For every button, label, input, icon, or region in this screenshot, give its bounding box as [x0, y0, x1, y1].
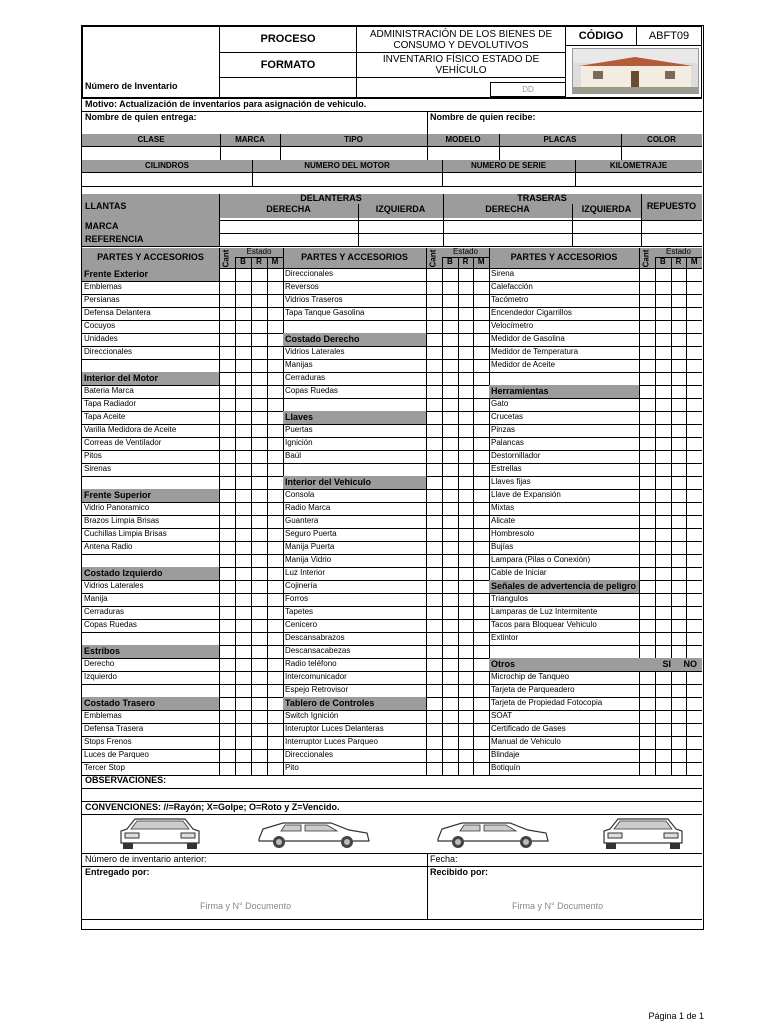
- rule: [442, 268, 443, 775]
- rule: [82, 294, 702, 295]
- estado-r-1: R: [462, 257, 469, 266]
- part-item: Tapa Tanque Gasolina: [285, 308, 365, 317]
- llanta-side-1: IZQUIERDA: [375, 204, 426, 214]
- part-item: Llave de Expansión: [491, 490, 561, 499]
- rule: [82, 619, 702, 620]
- rule: [655, 257, 702, 258]
- part-item: Correas de Ventilador: [84, 438, 162, 447]
- part-item: Cuchillas Limpia Brisas: [84, 529, 167, 538]
- rule: [82, 710, 702, 711]
- building-photo: [572, 48, 699, 94]
- formato-label: FORMATO: [219, 52, 357, 78]
- part-item: Alicate: [491, 516, 516, 525]
- car-side-view-right: [418, 817, 566, 851]
- part-item: Hombresolo: [491, 529, 535, 538]
- rule: [82, 146, 702, 147]
- part-item: Intercomunicador: [285, 672, 347, 681]
- part-item: Cable de Iniciar: [491, 568, 547, 577]
- part-item: Luz Interior: [285, 568, 326, 577]
- cant-label-1: Cant: [428, 249, 438, 268]
- rule: [427, 134, 428, 160]
- section-1-16: Interior del Vehiculo: [283, 476, 426, 489]
- llantas-label: LLANTAS: [85, 201, 127, 211]
- estado-label-2: Estado: [666, 247, 691, 256]
- part-item: Sirenas: [84, 464, 112, 473]
- part-item: Manijas: [285, 360, 313, 369]
- llantas-referencia-label: REFERENCIA: [85, 234, 144, 244]
- vehicle-col2-1: NUMERO DEL MOTOR: [304, 161, 390, 170]
- part-item: Manija: [84, 594, 108, 603]
- part-item: Vidrios Laterales: [285, 347, 345, 356]
- proceso-label: PROCESO: [219, 26, 357, 53]
- estado-b-0: B: [240, 257, 246, 266]
- part-item: Calefacción: [491, 282, 533, 291]
- part-item: Interuptor Luces Delanteras: [285, 724, 384, 733]
- part-item: Interruptor Luces Parqueo: [285, 737, 378, 746]
- part-item: Sirena: [491, 269, 515, 278]
- part-item: Extintor: [491, 633, 519, 642]
- rule: [283, 248, 284, 775]
- rule: [82, 450, 702, 451]
- vehicle-col2-2: NUMERO DE SERIE: [470, 161, 547, 170]
- rule: [280, 134, 281, 160]
- rule: [639, 268, 640, 775]
- page-number: Página 1 de 1: [648, 1011, 704, 1021]
- motivo-label: Motivo: Actualización de inventarios para asignación de vehiculo.: [85, 99, 367, 109]
- rule: [82, 307, 702, 308]
- rule: [82, 788, 702, 789]
- part-item: Medidor de Gasolina: [491, 334, 565, 343]
- section-2-24: Señales de advertencia de peligro: [489, 580, 639, 593]
- part-item: Defensa Delantera: [84, 308, 151, 317]
- rule: [252, 160, 253, 186]
- section-1-11: Llaves: [283, 411, 426, 424]
- rule: [427, 853, 428, 919]
- part-item: Luces de Parqueo: [84, 750, 149, 759]
- dd-box: DD: [490, 82, 566, 97]
- llanta-side-0: DERECHA: [266, 204, 311, 214]
- estado-r-0: R: [256, 257, 262, 266]
- recibido-label: Recibido por:: [430, 867, 488, 877]
- vehicle-col-tipo: TIPO: [344, 135, 363, 144]
- part-item: Lampara (Pilas o Conexión): [491, 555, 591, 564]
- rule: [82, 775, 702, 776]
- rule: [358, 204, 359, 246]
- rule: [82, 919, 702, 920]
- entregado-label: Entregado por:: [85, 867, 150, 877]
- part-item: Cocuyos: [84, 321, 116, 330]
- rule: [267, 268, 268, 775]
- rule: [427, 111, 428, 135]
- proceso-value: ADMINISTRACIÓN DE LOS BIENES DE CONSUMO Y DEVOLUTIVOS: [356, 26, 566, 53]
- car-front-view: [112, 815, 208, 851]
- part-item: Radio Marca: [285, 503, 331, 512]
- rule: [686, 257, 687, 268]
- vehicle-col-modelo: MODELO: [445, 135, 481, 144]
- part-item: Destornillador: [491, 451, 541, 460]
- rule: [458, 257, 459, 268]
- rule: [639, 248, 640, 268]
- part-item: Triangulos: [491, 594, 529, 603]
- part-item: Pinzas: [491, 425, 516, 434]
- rule: [82, 671, 702, 672]
- part-item: Direccionales: [84, 347, 133, 356]
- vehicle-col-placas: PLACAS: [543, 135, 577, 144]
- part-item: Crucetas: [491, 412, 524, 421]
- rule: [82, 172, 702, 173]
- rule: [235, 257, 283, 258]
- part-item: Certificado de Gases: [491, 724, 566, 733]
- part-item: Radio teléfono: [285, 659, 337, 668]
- rule: [621, 134, 622, 160]
- rule: [572, 204, 573, 246]
- codigo-value: ABFT09: [636, 26, 702, 46]
- part-item: Brazos Limpia Brisas: [84, 516, 160, 525]
- estado-label-0: Estado: [246, 247, 272, 256]
- part-item: Baúl: [285, 451, 302, 460]
- rule: [442, 160, 443, 186]
- rule: [82, 398, 702, 399]
- rule: [473, 257, 474, 268]
- rule: [82, 632, 702, 633]
- rule: [655, 257, 656, 268]
- part-item: Mixtas: [491, 503, 515, 512]
- part-item: Guantera: [285, 516, 319, 525]
- quien-entrega-label: Nombre de quien entrega:: [85, 112, 197, 122]
- part-item: Consola: [285, 490, 315, 499]
- cant-label-2: Cant: [641, 249, 651, 268]
- rule: [219, 268, 220, 775]
- rule: [82, 186, 702, 187]
- rule: [82, 554, 702, 555]
- numero-anterior-label: Número de inventario anterior:: [85, 854, 207, 864]
- vehicle-col-marca: MARCA: [235, 135, 265, 144]
- part-item: Vidrios Traseros: [285, 295, 343, 304]
- part-item: Stops Frenos: [84, 737, 132, 746]
- rule: [82, 866, 702, 867]
- section-0-23: Costado Izquierdo: [82, 567, 219, 580]
- rule: [82, 749, 702, 750]
- rule: [82, 762, 702, 763]
- part-item: Manija Vidrio: [285, 555, 332, 564]
- part-item: Descansacabezas: [285, 646, 351, 655]
- part-item: Estrellas: [491, 464, 522, 473]
- rule: [671, 257, 672, 268]
- rule: [82, 528, 702, 529]
- part-item: Blindaje: [491, 750, 520, 759]
- part-item: Antena Radio: [84, 542, 133, 551]
- part-item: Switch Ignición: [285, 711, 339, 720]
- section-0-0: Frente Exterior: [82, 268, 219, 281]
- estado-m-2: M: [690, 257, 698, 266]
- rule: [458, 268, 459, 775]
- part-item: SOAT: [491, 711, 513, 720]
- vehicle-col2-3: KILOMETRAJE: [609, 161, 668, 170]
- rule: [82, 359, 702, 360]
- rule: [82, 320, 702, 321]
- rule: [251, 257, 252, 268]
- rule: [671, 268, 672, 775]
- part-item: Copas Ruedas: [285, 386, 338, 395]
- part-item: Bujías: [491, 542, 514, 551]
- part-item: Manija Puerta: [285, 542, 335, 551]
- rule: [489, 248, 490, 775]
- part-item: Tapa Radiador: [84, 399, 137, 408]
- section-0-33: Costado Trasero: [82, 697, 219, 710]
- rule: [426, 268, 427, 775]
- part-item: Tarjeta de Parqueadero: [491, 685, 575, 694]
- estado-b-2: B: [659, 257, 666, 266]
- observaciones-label: OBSERVACIONES:: [85, 775, 167, 785]
- rule: [251, 268, 252, 775]
- section-0-8: Interior del Motor: [82, 372, 219, 385]
- llanta-side-2: DERECHA: [485, 204, 530, 214]
- section-0-17: Frente Superior: [82, 489, 219, 502]
- estado-m-0: M: [271, 257, 279, 266]
- estado-r-2: R: [675, 257, 682, 266]
- rule: [82, 736, 702, 737]
- part-item: Palancas: [491, 438, 524, 447]
- vehicle-col-clase: CLASE: [137, 135, 165, 144]
- rule: [426, 248, 427, 268]
- part-item: Reversos: [285, 282, 319, 291]
- rule: [219, 248, 220, 268]
- part-item: Defensa Trasera: [84, 724, 144, 733]
- part-item: Botiquín: [491, 763, 521, 772]
- part-item: Derecho: [84, 659, 115, 668]
- part-item: Cerraduras: [285, 373, 326, 382]
- repuesto-label: REPUESTO: [646, 201, 697, 211]
- part-item: Direccionales: [285, 750, 334, 759]
- codigo-label: CÓDIGO: [565, 26, 637, 46]
- part-item: Encendedor Cigarrillos: [491, 308, 572, 317]
- rule: [82, 684, 702, 685]
- rule: [655, 268, 656, 775]
- rule: [575, 160, 576, 186]
- part-item: Lamparas de Luz Intermitente: [491, 607, 598, 616]
- part-item: Copas Ruedas: [84, 620, 137, 629]
- part-item: Ignición: [285, 438, 313, 447]
- rule: [82, 281, 702, 282]
- part-item: Tapetes: [285, 607, 314, 616]
- rule: [220, 134, 221, 160]
- part-item: Vidrios Laterales: [84, 581, 144, 590]
- part-item: Llaves fijas: [491, 477, 531, 486]
- part-item: Vidrio Panoramico: [84, 503, 150, 512]
- part-item: Gato: [491, 399, 509, 408]
- part-item: Tarjeta de Propiedad Fotocopia: [491, 698, 603, 707]
- llantas-marca-label: MARCA: [85, 221, 119, 231]
- parts-title-1: PARTES Y ACCESORIOS: [301, 252, 408, 262]
- part-item: Manual de Vehiculo: [491, 737, 561, 746]
- vehicle-col-color: COLOR: [647, 135, 676, 144]
- firma-recibe: Firma y N° Documento: [512, 901, 604, 911]
- vehicle-col2-0: CILINDROS: [145, 161, 189, 170]
- parts-title-2: PARTES Y ACCESORIOS: [510, 252, 618, 262]
- part-item: Cerraduras: [84, 607, 125, 616]
- rule: [82, 437, 702, 438]
- part-item: Puertas: [285, 425, 313, 434]
- otros-no: NO: [683, 659, 697, 669]
- rule: [499, 134, 500, 160]
- rule: [82, 723, 702, 724]
- part-item: Velocímetro: [491, 321, 534, 330]
- part-item: Medidor de Temperatura: [491, 347, 579, 356]
- part-item: Espejo Retrovisor: [285, 685, 349, 694]
- rule: [82, 502, 702, 503]
- part-item: Unidades: [84, 334, 118, 343]
- estado-b-1: B: [446, 257, 453, 266]
- estado-label-1: Estado: [453, 247, 478, 256]
- section-2-9: Herramientas: [489, 385, 639, 398]
- quien-recibe-label: Nombre de quien recibe:: [430, 112, 536, 122]
- rule: [82, 541, 702, 542]
- part-item: Descansabrazos: [285, 633, 345, 642]
- fecha-label: Fecha:: [430, 854, 458, 864]
- part-item: Emblemas: [84, 282, 122, 291]
- cant-label-0: Cant: [221, 249, 231, 268]
- rule: [82, 463, 702, 464]
- rule: [82, 346, 702, 347]
- rule: [82, 593, 702, 594]
- part-item: Bateria Marca: [84, 386, 134, 395]
- car-rear-view: [595, 815, 691, 851]
- otros-si: SI: [662, 659, 671, 669]
- firma-entrega: Firma y N° Documento: [200, 901, 292, 911]
- part-item: Tacos para Bloquear Vehiculo: [491, 620, 597, 629]
- part-item: Cojinería: [285, 581, 318, 590]
- traseras-label: TRASERAS: [517, 193, 567, 203]
- convenciones-label: CONVENCIONES: //=Rayón; X=Golpe; O=Roto y Z=Vencido.: [85, 802, 340, 812]
- part-item: Persianas: [84, 295, 120, 304]
- rule: [82, 606, 702, 607]
- rule: [82, 515, 702, 516]
- parts-title-0: PARTES Y ACCESORIOS: [97, 252, 204, 262]
- section-2-30: Otros: [489, 658, 702, 671]
- part-item: Cenicero: [285, 620, 318, 629]
- rule: [235, 257, 236, 268]
- rule: [442, 257, 443, 268]
- part-item: Emblemas: [84, 711, 122, 720]
- part-item: Pitos: [84, 451, 102, 460]
- part-item: Izquierdo: [84, 672, 117, 681]
- rule: [686, 268, 687, 775]
- rule: [473, 268, 474, 775]
- part-item: Medidor de Aceite: [491, 360, 556, 369]
- section-0-29: Estribos: [82, 645, 219, 658]
- part-item: Varilla Medidora de Aceite: [84, 425, 177, 434]
- part-item: Seguro Puerta: [285, 529, 337, 538]
- formato-value: INVENTARIO FÍSICO ESTADO DE VEHÍCULO: [356, 52, 566, 78]
- delanteras-label: DELANTERAS: [300, 193, 362, 203]
- section-1-33: Tablero de Controles: [283, 697, 426, 710]
- inventory-form: [81, 25, 704, 930]
- part-item: Forros: [285, 594, 309, 603]
- rule: [82, 246, 702, 247]
- estado-m-1: M: [477, 257, 485, 266]
- numero-inventario-label: Número de Inventario: [85, 81, 178, 91]
- part-item: Microchip de Tanqueo: [491, 672, 570, 681]
- rule: [442, 257, 489, 258]
- part-item: Tacómetro: [491, 295, 529, 304]
- part-item: Pito: [285, 763, 299, 772]
- llanta-side-3: IZQUIERDA: [581, 204, 632, 214]
- part-item: Direccionales: [285, 269, 334, 278]
- rule: [235, 268, 236, 775]
- section-1-5: Costado Derecho: [283, 333, 426, 346]
- part-item: Tapa Aceite: [84, 412, 126, 421]
- part-item: Tercer Stop: [84, 763, 125, 772]
- rule: [267, 257, 268, 268]
- car-side-view-left: [239, 817, 387, 851]
